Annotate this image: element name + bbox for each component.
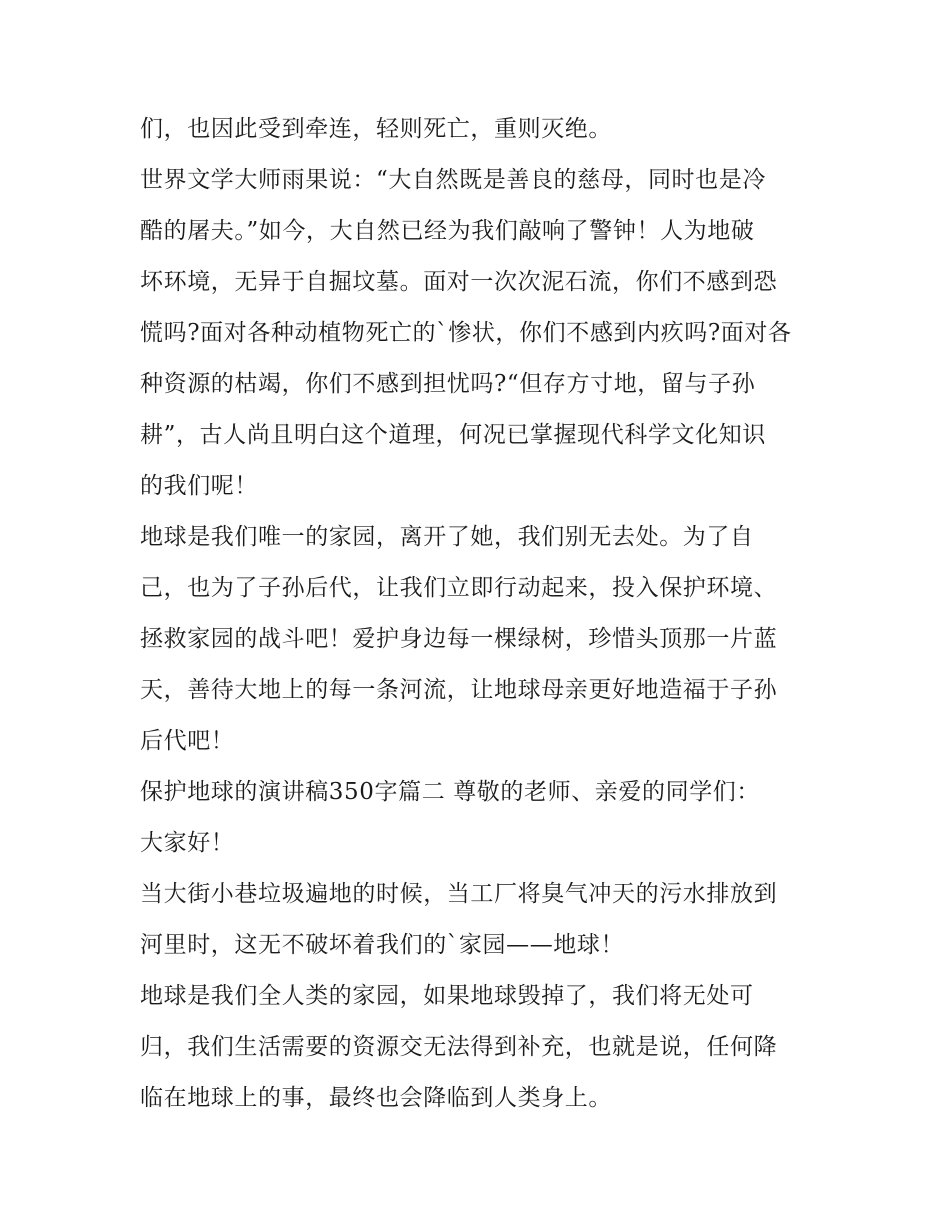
text-line: 当大街小巷垃圾遍地的时候，当工厂将臭气冲天的污水排放到 [140,881,778,907]
text-line: 地球是我们唯一的家园，离开了她，我们别无去处。为了自 [140,524,754,550]
text-line: 地球是我们全人类的家园，如果地球毁掉了，我们将无处可 [140,983,754,1009]
text-line: 大家好！ [140,830,235,856]
text-line: 天，善待大地上的每一条河流，让地球母亲更好地造福于子孙 [140,677,778,703]
text-line: 己，也为了子孙后代，让我们立即行动起来，投入保护环境、 [140,575,778,601]
text-line: 坏环境，无异于自掘坟墓。面对一次次泥石流，你们不感到恐 [140,269,778,295]
text-line: 们，也因此受到牵连，轻则死亡，重则灭绝。 [140,116,612,142]
text-line: 河里时，这无不破坏着我们的`家园——地球！ [140,932,625,958]
text-line: 的我们呢！ [140,473,258,499]
text-line: 拯救家园的战斗吧！爱护身边每一棵绿树，珍惜头顶那一片蓝 [140,626,778,652]
text-line: 耕”，古人尚且明白这个道理，何况已掌握现代科学文化知识 [140,422,766,448]
text-line: 酷的屠夫。”如今，大自然已经为我们敲响了警钟！人为地破 [140,218,755,244]
text-line: 慌吗?面对各种动植物死亡的`惨状，你们不感到内疚吗?面对各 [140,320,792,346]
body-text [140,104,820,1124]
text-line: 世界文学大师雨果说：“大自然既是善良的慈母，同时也是冷 [140,167,766,193]
text-line: 后代吧！ [140,728,235,754]
section-heading-line: 保护地球的演讲稿350字篇二 尊敬的老师、亲爱的同学们： [140,779,761,805]
text-line: 归，我们生活需要的资源交无法得到补充，也就是说，任何降 [140,1034,778,1060]
text-line: 临在地球上的事，最终也会降临到人类身上。 [140,1085,612,1111]
text-line: 种资源的枯竭，你们不感到担忧吗?“但存方寸地，留与子孙 [140,371,756,397]
